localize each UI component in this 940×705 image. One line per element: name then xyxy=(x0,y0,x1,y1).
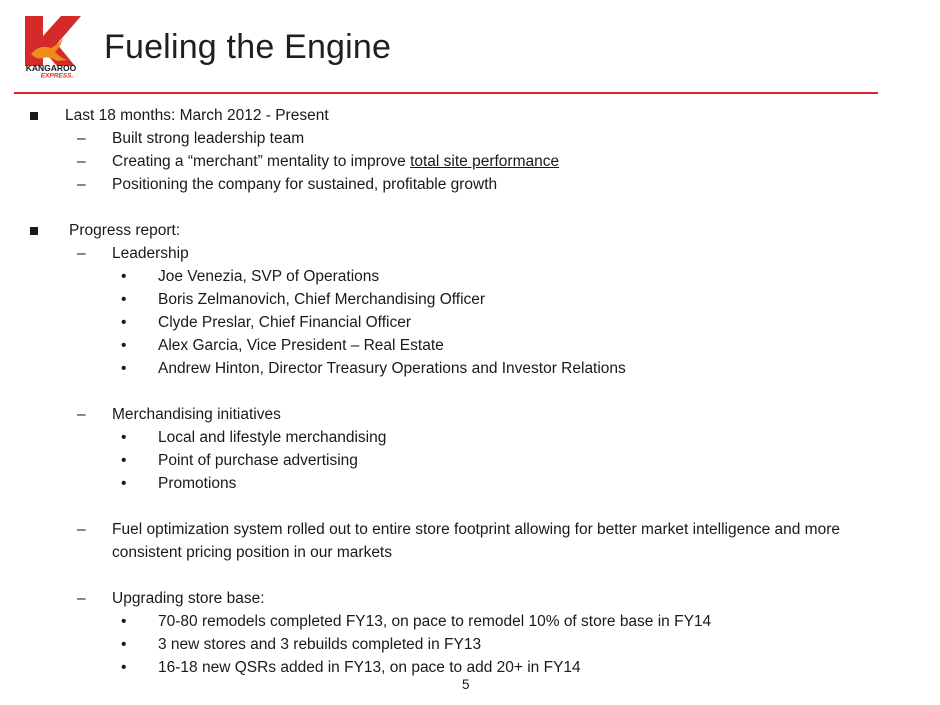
initiative-text: Local and lifestyle merchandising xyxy=(158,429,387,446)
list-item xyxy=(0,127,940,150)
list-item xyxy=(0,311,940,334)
list-item xyxy=(0,288,940,311)
list-item xyxy=(0,656,940,679)
list-item xyxy=(0,633,940,656)
list-item xyxy=(0,357,940,380)
leader-name: Alex Garcia, Vice President – Real Estate xyxy=(158,337,444,354)
leader-name: Clyde Preslar, Chief Financial Officer xyxy=(158,314,411,331)
dot-bullet-icon: • xyxy=(121,337,127,354)
initiative-text: Point of purchase advertising xyxy=(158,452,358,469)
upgrade-text: 70-80 remodels completed FY13, on pace to remodel 10% of store base in FY14 xyxy=(158,613,712,630)
item-text: Positioning the company for sustained, profitable growth xyxy=(112,176,498,193)
list-item xyxy=(0,150,940,173)
item-text: Built strong leadership team xyxy=(112,130,305,147)
leader-name: Andrew Hinton, Director Treasury Operations and Investor Relations xyxy=(158,360,626,377)
slide-body xyxy=(0,104,940,679)
fuel-optimization-text: Fuel optimization system rolled out to entire store footprint allowing for better market intelligence and more consistent pricing position in our markets xyxy=(112,521,840,561)
leader-name: Boris Zelmanovich, Chief Merchandising Officer xyxy=(158,291,486,308)
dash-bullet-icon: – xyxy=(77,521,86,538)
kangaroo-express-logo xyxy=(17,14,85,78)
dot-bullet-icon: • xyxy=(121,613,127,630)
dot-bullet-icon: • xyxy=(121,314,127,331)
spacer xyxy=(0,196,940,219)
dot-bullet-icon: • xyxy=(121,291,127,308)
dot-bullet-icon: • xyxy=(121,475,127,492)
list-item xyxy=(0,403,940,426)
section-heading-last-18-months: Last 18 months: March 2012 - Present xyxy=(65,107,329,124)
section-heading-progress-report: Progress report: xyxy=(69,222,181,239)
dash-bullet-icon: – xyxy=(77,406,86,423)
dash-bullet-icon: – xyxy=(77,245,86,262)
page-number: 5 xyxy=(462,677,470,692)
dot-bullet-icon: • xyxy=(121,360,127,377)
logo-text-express: EXPRESS. xyxy=(40,72,74,78)
upgrade-text: 3 new stores and 3 rebuilds completed in FY13 xyxy=(158,636,482,653)
leader-name: Joe Venezia, SVP of Operations xyxy=(158,268,380,285)
subheading-merchandising: Merchandising initiatives xyxy=(112,406,281,423)
spacer xyxy=(0,380,940,403)
list-item xyxy=(0,265,940,288)
item-text xyxy=(112,150,559,173)
dash-bullet-icon: – xyxy=(77,590,86,607)
logo-text-kangaroo: KANGAROO xyxy=(25,63,77,73)
dot-bullet-icon: • xyxy=(121,268,127,285)
list-item xyxy=(0,219,940,242)
underlined-phrase: total site performance xyxy=(410,153,560,170)
dash-bullet-icon: – xyxy=(77,130,86,147)
slide-title: Fueling the Engine xyxy=(104,28,392,66)
spacer xyxy=(0,495,940,518)
list-item xyxy=(0,610,940,633)
list-item xyxy=(0,426,940,449)
initiative-text: Promotions xyxy=(158,475,237,492)
dash-bullet-icon: – xyxy=(77,153,86,170)
upgrade-text: 16-18 new QSRs added in FY13, on pace to add 20+ in FY14 xyxy=(158,659,581,676)
list-item xyxy=(0,449,940,472)
dot-bullet-icon: • xyxy=(121,429,127,446)
list-item xyxy=(0,518,940,564)
subheading-upgrading: Upgrading store base: xyxy=(112,590,265,607)
list-item xyxy=(0,242,940,265)
square-bullet-icon xyxy=(30,227,38,235)
list-item xyxy=(0,173,940,196)
list-item xyxy=(0,587,940,610)
list-item xyxy=(0,472,940,495)
dot-bullet-icon: • xyxy=(121,636,127,653)
dash-bullet-icon: – xyxy=(77,176,86,193)
item-text-prefix: Creating a “merchant” mentality to improve xyxy=(112,153,411,170)
title-divider xyxy=(14,92,878,94)
subheading-leadership: Leadership xyxy=(112,245,189,262)
dot-bullet-icon: • xyxy=(121,659,127,676)
list-item xyxy=(0,104,940,127)
dot-bullet-icon: • xyxy=(121,452,127,469)
square-bullet-icon xyxy=(30,112,38,120)
list-item xyxy=(0,334,940,357)
spacer xyxy=(0,564,940,587)
